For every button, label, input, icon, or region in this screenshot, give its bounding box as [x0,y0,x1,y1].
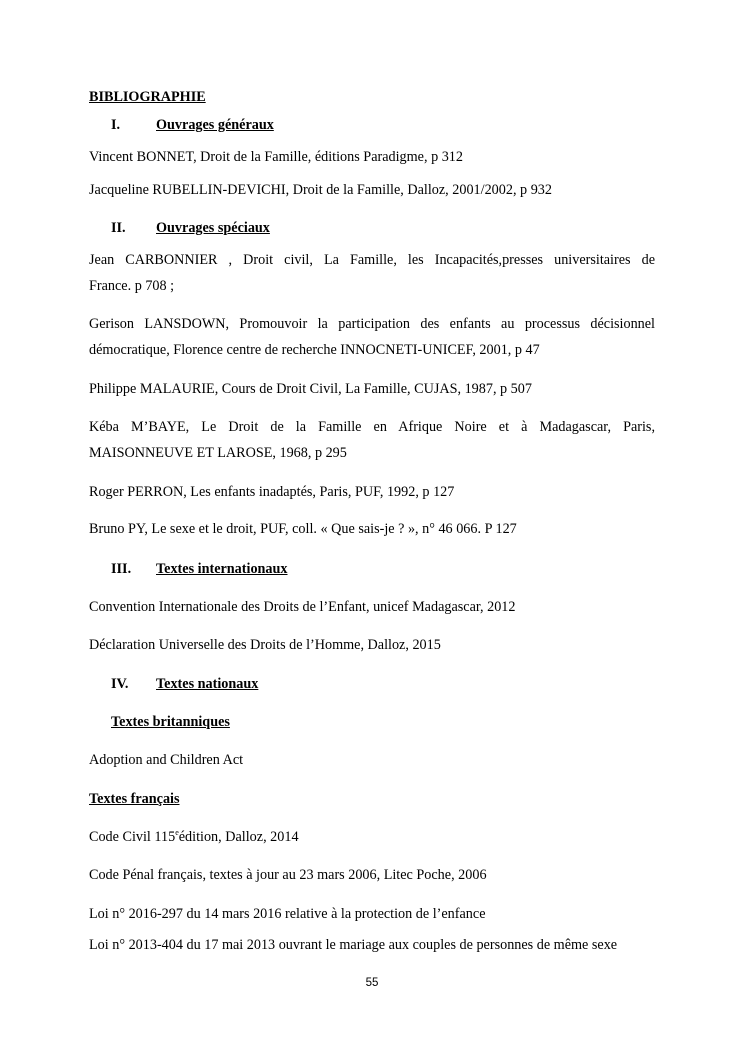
section-numeral-1: I. [111,117,121,133]
bibliography-entry-line: démocratique, Florence centre de recherche INNOCNETI-UNICEF, 2001, p 47 [89,342,540,358]
bibliography-entry: Vincent BONNET, Droit de la Famille, éditions Paradigme, p 312 [89,149,463,165]
section-heading-national-texts: Textes nationaux [156,676,259,692]
bibliography-entry-line: MAISONNEUVE ET LAROSE, 1968, p 295 [89,445,347,461]
bibliography-entry: Adoption and Children Act [89,752,244,768]
subsection-heading-british-texts: Textes britanniques [111,714,230,730]
bibliography-entry: Loi n° 2016-297 du 14 mars 2016 relative à la protection de l’enfance [89,906,486,922]
civil-code-edition: édition, Dalloz, 2014 [178,829,299,845]
bibliography-entry-line: Jean CARBONNIER , Droit civil, La Famille, les Incapacités,presses universitaires de [89,252,655,268]
bibliography-entry-line: Roger PERRON, Les enfants inadaptés, Paris, PUF, 1992, p 127 [89,484,455,500]
section-numeral-2: II. [111,220,126,236]
bibliography-entry: Jacqueline RUBELLIN-DEVICHI, Droit de la Famille, Dalloz, 2001/2002, p 932 [89,182,552,198]
bibliography-entry: Loi n° 2013-404 du 17 mai 2013 ouvrant le mariage aux couples de personnes de même sexe [89,937,618,953]
bibliography-entry-line: Gerison LANSDOWN, Promouvoir la participation des enfants au processus décisionnel [89,316,655,332]
bibliography-entry-line: Kéba M’BAYE, Le Droit de la Famille en Afrique Noire et à Madagascar, Paris, [89,419,655,435]
bibliography-title: BIBLIOGRAPHIE [89,89,206,105]
section-numeral-3: III. [111,561,132,577]
edition-superscript: e [175,828,179,837]
subsection-heading-french-texts: Textes français [89,791,180,807]
section-heading-general-works: Ouvrages généraux [156,117,274,133]
bibliography-entry-line: France. p 708 ; [89,278,175,294]
page-number: 55 [365,977,379,989]
section-heading-special-works: Ouvrages spéciaux [156,220,270,236]
section-heading-international-texts: Textes internationaux [156,561,288,577]
bibliography-entry-line: Bruno PY, Le sexe et le droit, PUF, coll. « Que sais-je ? », n° 46 066. P 127 [89,521,517,537]
bibliography-entry: Convention Internationale des Droits de l’Enfant, unicef Madagascar, 2012 [89,599,516,615]
bibliography-entry: Code Pénal français, textes à jour au 23 mars 2006, Litec Poche, 2006 [89,867,487,883]
bibliography-entry-line: Philippe MALAURIE, Cours de Droit Civil, La Famille, CUJAS, 1987, p 507 [89,381,532,397]
section-numeral-4: IV. [111,676,129,692]
bibliography-entry-civil-code [89,829,299,846]
civil-code-title: Code Civil 115 [89,829,176,845]
bibliography-entry: Déclaration Universelle des Droits de l’Homme, Dalloz, 2015 [89,637,441,653]
